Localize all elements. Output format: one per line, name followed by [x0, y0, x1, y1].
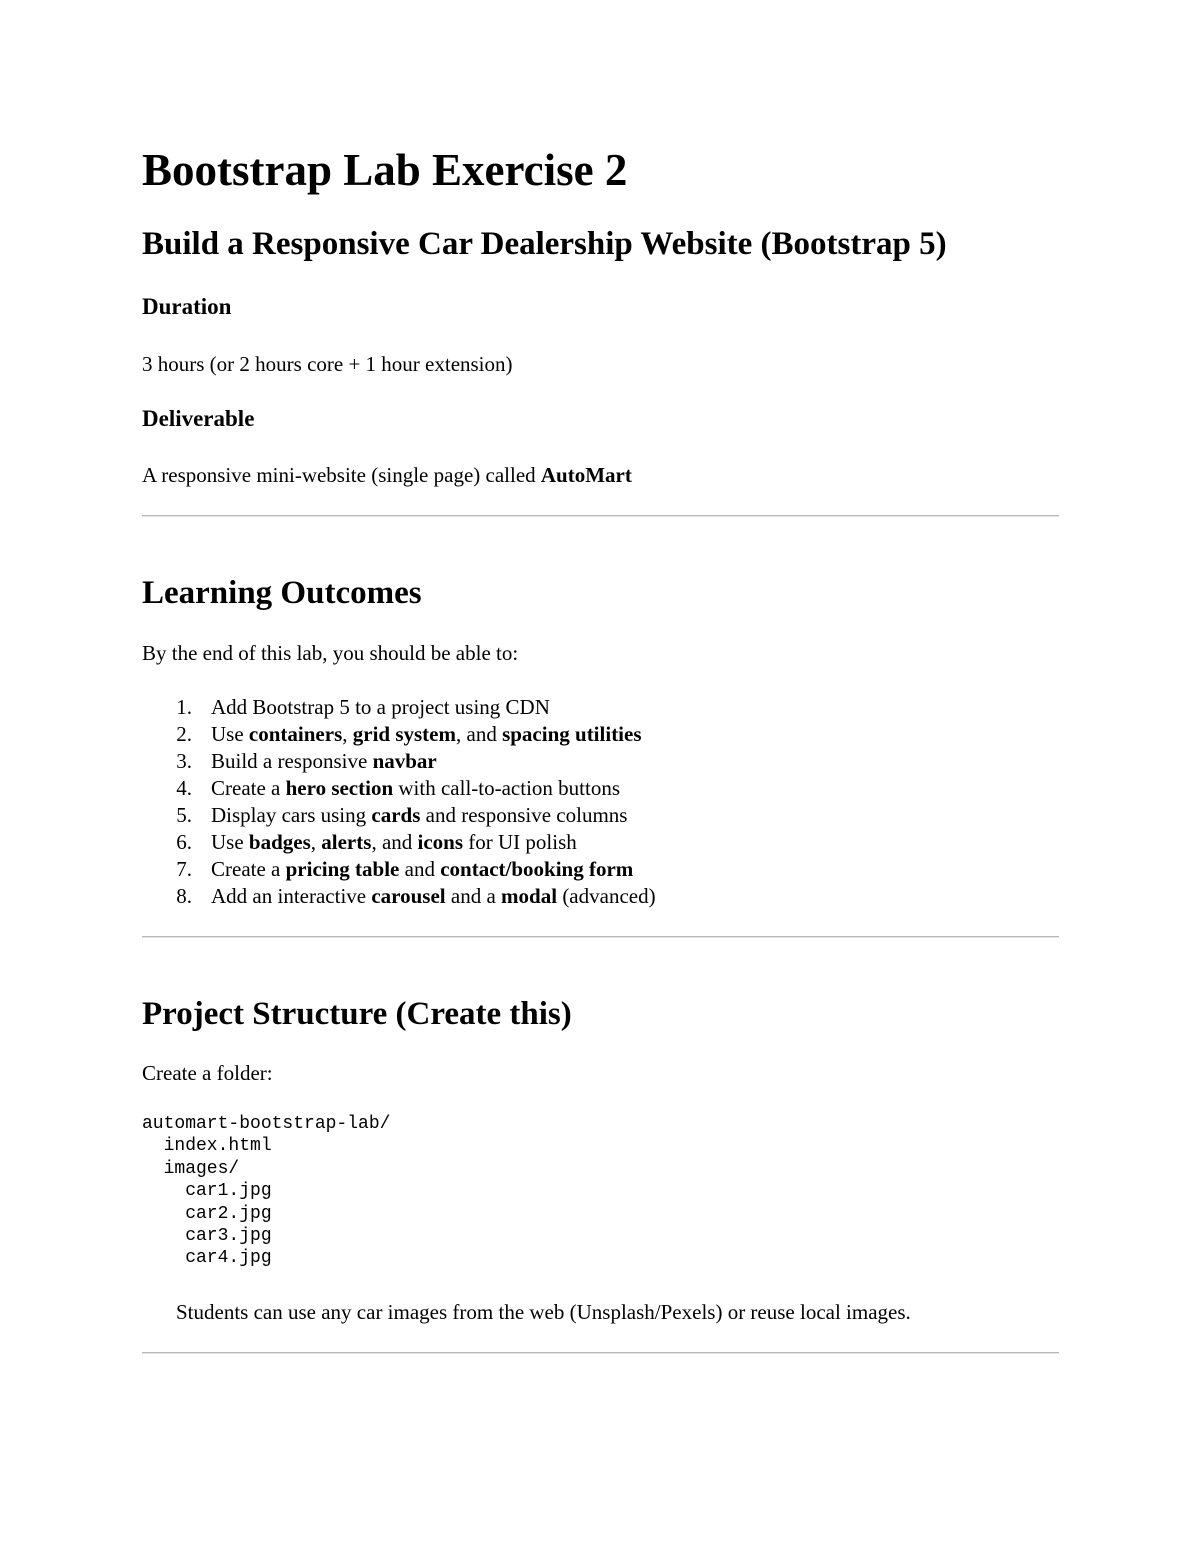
- outcome-item: [142, 829, 656, 856]
- outcome-text: , and: [371, 830, 418, 854]
- folder-tree-line: car1.jpg: [142, 1181, 272, 1202]
- outcome-item: [142, 883, 656, 910]
- section-divider: [142, 515, 1059, 517]
- outcome-keyword: hero section: [285, 776, 394, 800]
- outcome-number: 2.: [176, 722, 192, 746]
- folder-tree-line: index.html: [142, 1136, 272, 1157]
- outcome-text: for UI polish: [463, 830, 577, 854]
- outcome-keyword: carousel: [371, 884, 446, 908]
- outcome-text: Create a: [211, 776, 286, 800]
- folder-tree-line: automart-bootstrap-lab/: [142, 1114, 391, 1134]
- outcome-item: [142, 721, 656, 748]
- outcome-keyword: icons: [417, 830, 464, 854]
- outcome-item: [142, 694, 656, 721]
- outcome-keyword: pricing table: [285, 857, 400, 881]
- deliverable-text: [142, 461, 632, 489]
- outcome-keyword: navbar: [372, 749, 437, 773]
- outcome-text: Use: [211, 722, 249, 746]
- folder-tree-line: images/: [142, 1158, 240, 1179]
- document-subtitle: Build a Responsive Car Dealership Website (Bootstrap 5): [142, 226, 947, 262]
- outcome-number: 1.: [176, 695, 192, 719]
- duration-heading: Duration: [142, 294, 232, 319]
- outcome-text: Add Bootstrap 5 to a project using CDN: [211, 695, 550, 719]
- outcome-number: 4.: [176, 776, 192, 800]
- outcome-number: 6.: [176, 830, 192, 854]
- outcome-text: Add an interactive: [211, 884, 372, 908]
- folder-tree-line: car4.jpg: [142, 1248, 272, 1269]
- deliverable-heading: Deliverable: [142, 406, 255, 431]
- outcome-text: Use: [211, 830, 249, 854]
- outcome-keyword: grid system: [352, 722, 456, 746]
- outcome-text: and: [399, 857, 441, 881]
- learning-outcomes-intro: By the end of this lab, you should be able to:: [142, 641, 519, 665]
- outcome-keyword: cards: [371, 803, 421, 827]
- outcome-text: ,: [342, 722, 353, 746]
- learning-outcomes-list: [142, 694, 656, 910]
- learning-outcomes-heading: Learning Outcomes: [142, 575, 422, 611]
- outcome-text: Build a responsive: [211, 749, 373, 773]
- outcome-item: [142, 775, 656, 802]
- outcome-text: ,: [310, 830, 322, 854]
- outcome-number: 8.: [176, 884, 192, 908]
- outcome-item: [142, 748, 656, 775]
- outcome-keyword: modal: [501, 884, 558, 908]
- folder-tree: [142, 1113, 390, 1270]
- outcome-text: and a: [445, 884, 502, 908]
- section-divider: [142, 1352, 1059, 1354]
- outcome-item: [142, 802, 656, 829]
- outcome-number: 5.: [176, 803, 192, 827]
- section-divider: [142, 936, 1059, 938]
- outcome-keyword: containers: [248, 722, 343, 746]
- outcome-text: with call-to-action buttons: [393, 776, 621, 800]
- folder-tree-line: car3.jpg: [142, 1225, 272, 1246]
- outcome-text: Display cars using: [211, 803, 372, 827]
- folder-tree-line: car2.jpg: [142, 1203, 272, 1224]
- outcome-number: 3.: [176, 749, 192, 773]
- outcome-keyword: spacing utilities: [502, 722, 642, 746]
- outcome-text: , and: [456, 722, 503, 746]
- outcome-item: [142, 856, 656, 883]
- duration-text: 3 hours (or 2 hours core + 1 hour extension): [142, 352, 513, 376]
- deliverable-text-prefix: A responsive mini-website (single page) called: [142, 463, 541, 487]
- outcome-text: and responsive columns: [420, 803, 628, 827]
- project-structure-heading: Project Structure (Create this): [142, 996, 572, 1032]
- images-note: Students can use any car images from the web (Unsplash/Pexels) or reuse local images.: [176, 1300, 911, 1324]
- outcome-text: (advanced): [557, 884, 656, 908]
- deliverable-project-name: AutoMart: [540, 463, 632, 487]
- outcome-keyword: contact/booking form: [440, 857, 634, 881]
- document-title: Bootstrap Lab Exercise 2: [142, 145, 628, 195]
- outcome-text: Create a: [211, 857, 286, 881]
- outcome-number: 7.: [176, 857, 192, 881]
- outcome-keyword: badges: [248, 830, 311, 854]
- project-structure-intro: Create a folder:: [142, 1061, 273, 1085]
- outcome-keyword: alerts: [321, 830, 372, 854]
